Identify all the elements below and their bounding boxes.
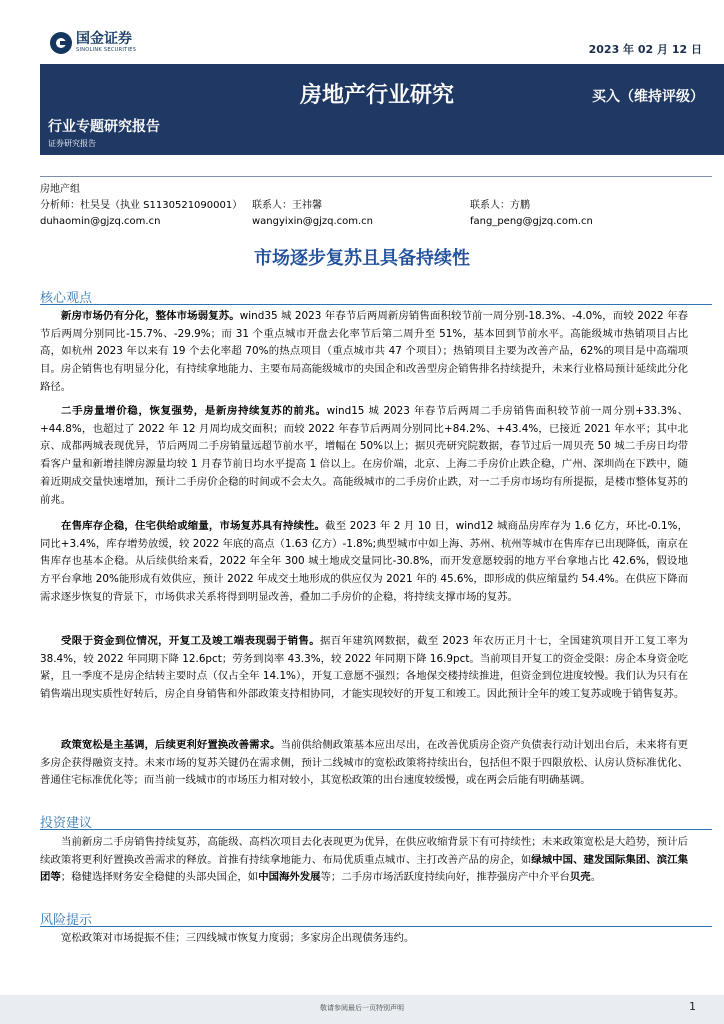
- paragraph-invest: [40, 834, 688, 887]
- logo-en-text: SINOLINK SECURITIES: [76, 47, 137, 53]
- report-category: 证券研究报告: [48, 139, 96, 148]
- section-rule: [40, 829, 712, 830]
- report-date: 2023 年 02 月 12 日: [588, 43, 702, 56]
- section-heading-risk: 风险提示: [40, 913, 93, 928]
- paragraph-3-body: 截至 2023 年 2 月 10 日，wind12 城商品房库存为 1.6 亿方，环比-0.1%，同比+3.4%，库存增势放缓，较 2022 年底的高点（1.63 亿方）-1.8%;典型城市中如上海、苏州、杭州等城市在售库存已出现降低，南京在售库存也基本企稳。从后续供给来看，2022 年全年 300 城土地成交量同比-30.8%，而开发意愿较弱的地方平台拿地占比 42.6%，假设地方平台拿地 20%能形成有效供应，预计 2022 年成交土地形成的供应仅为 2021 年的 45.6%，即形成的供应缩量约 54.4%。在供应下降而需求逐步恢复的背景下，市场供求关系将得到明显改善，叠加二手房价的企稳，将持续支撑市场的复苏。: [40, 520, 688, 603]
- paragraph-5-body: 当前供给侧政策基本应出尽出，在改善优质房企资产负债表行动计划出台后，未来将有更多房企获得融资支持。未来市场的复苏关键仍在需求侧，预计二线城市的宽松政策将持续出台，包括但不限于四限放松、认房认贷标准优化、普通住宅标准优化等；而当前一线城市的市场压力相对较小，其宽松政策的出台速度较缓慢，或在两会后能有明确基调。: [40, 739, 689, 787]
- contact-2: 联系人：方鹏: [470, 200, 530, 211]
- research-group: 房地产组: [40, 184, 80, 195]
- email-2[interactable]: wangyixin@gjzq.com.cn: [252, 216, 373, 227]
- section-heading-invest: 投资建议: [40, 816, 93, 831]
- industry-title: 房地产行业研究: [300, 83, 455, 108]
- paragraph-5: [40, 737, 688, 790]
- invest-body-2: ；稳健选择财务安全稳健的头部央国企，如: [60, 871, 259, 884]
- paragraph-risk: 宽松政策对市场提振不佳；三四线城市恢复力度弱；多家房企出现债务违约。: [61, 932, 415, 944]
- logo-mark-icon: [50, 32, 72, 54]
- rating-label: 买入（维持评级）: [592, 89, 704, 105]
- footer-disclaimer: 敬请参阅最后一页特别声明: [320, 1004, 404, 1012]
- paragraph-1-lead: 新房市场仍有分化，整体市场弱复苏。: [61, 310, 240, 322]
- paragraph-4: [40, 633, 688, 704]
- divider: [40, 176, 712, 177]
- paragraph-5-lead: 政策宽松是主基调，后续更利好置换改善需求。: [61, 739, 281, 751]
- logo-cn-text: 国金证券: [76, 31, 132, 47]
- section-rule: [40, 926, 712, 927]
- paragraph-3: [40, 518, 688, 607]
- paragraph-1-body: wind35 城 2023 年春节后两周新房销售面积较节前一周分别-18.3%、-4.0%，而较 2022 年春节后两周分别同比-15.7%、-29.9%；而 31 个重点城市开盘去化率节后第二周升至 51%，基本回到节前水平。高能级城市热销项目占比高，如杭州 2023 年以来有 19 个去化率超 70%的热点项目（重点城市共 47 个项目）；热销项目主要为改善产品，62%的项目是中高端项目。房企销售也有明显分化，有持续拿地能力、主要布局高能级城市的央国企和改善型房企销售排名持续提升，未来行业格局预计延续此分化路径。: [40, 310, 689, 393]
- email-3[interactable]: fang_peng@gjzq.com.cn: [470, 216, 593, 227]
- section-heading-core: 核心观点: [40, 291, 93, 306]
- email-1[interactable]: duhaomin@gjzq.com.cn: [40, 216, 161, 227]
- paragraph-3-lead: 在售库存企稳，住宅供给或缩量，市场复苏具有持续性。: [61, 520, 326, 532]
- invest-stocks-2: 中国海外发展: [258, 871, 321, 884]
- paragraph-2-lead: 二手房量增价稳，恢复强势，是新房持续复苏的前兆。: [61, 405, 327, 417]
- paragraph-1: [40, 308, 688, 397]
- invest-stocks-1: 绿城中国、建发国际集团、滨江集团等: [40, 853, 689, 884]
- title-banner: [40, 64, 724, 155]
- contact-1: 联系人：王祎馨: [252, 200, 322, 211]
- invest-body-4: 。: [590, 871, 602, 884]
- invest-body-1: 当前新房二手房销售持续复苏，高能级、高档次项目去化表现更为优异，在供应收缩背景下有可持续性；未来政策宽松是大趋势，预计后续政策将更利好置换改善需求的释放。首推有持续拿地能力、布局优质重点城市、主打改善产品的房企，如: [40, 836, 688, 866]
- company-logo: [50, 32, 136, 54]
- paragraph-2-body: wind15 城 2023 年春节后两周二手房销售面积较节前一周分别+33.3%、+44.8%，也超过了 2022 年 12 月周均成交面积；而较 2022 年春节后两周分别同比+84.2%、+43.4%，已接近 2021 年水平；其中北京、成都两城表现优异，节后两周二手房销量远超节前水平，增幅在 50%以上；据贝壳研究院数据，春节过后一周贝壳 50 城二手房日均带看客户量和新增挂牌房源量均较 1 月春节前日均水平提高 1 倍以上。在房价端，北京、上海二手房价止跌企稳，广州、深圳尚在下跌中，随着近期成交量快速增加，预计二手房价企稳的时间或不会太久。高能级城市的二手房价止跌，对一二手房市场均有所提振，是楼市整体复苏的前兆。: [40, 405, 688, 506]
- section-rule: [40, 304, 712, 305]
- paragraph-2: [40, 403, 688, 509]
- invest-body-3: 等；二手房市场活跃度持续向好，推荐强房产中介平台: [320, 871, 570, 884]
- paragraph-4-lead: 受限于资金到位情况，开复工及竣工端表现弱于销售。: [61, 635, 321, 647]
- report-title: 市场逐步复苏且具备持续性: [254, 248, 470, 269]
- paragraph-4-body: 据百年建筑网数据，截至 2023 年农历正月十七，全国建筑项目开工复工率为 38.4%，较 2022 年同期下降 12.6pct；劳务到岗率 43.3%，较 2022 年同期下降 16.9pct。当前项目开复工的资金受限：房企本身资金吃紧，且一季度不是房企结转主要时点（仅占全年 14.1%），开复工意愿不强烈；各地保交楼持续推进，但资金到位进度较慢。我们认为只有在销售端出现实质性好转后，房企自身销售和外部政策支持相协同，才能实现较好的开复工和竣工。因此预计全年的竣工复苏或晚于销售复苏。: [40, 635, 689, 701]
- page-number: 1: [689, 1000, 696, 1013]
- report-type: 行业专题研究报告: [48, 119, 160, 135]
- analyst-info: 分析师：杜昊旻（执业 S1130521090001）: [40, 200, 243, 211]
- invest-stocks-3: 贝壳: [569, 871, 591, 884]
